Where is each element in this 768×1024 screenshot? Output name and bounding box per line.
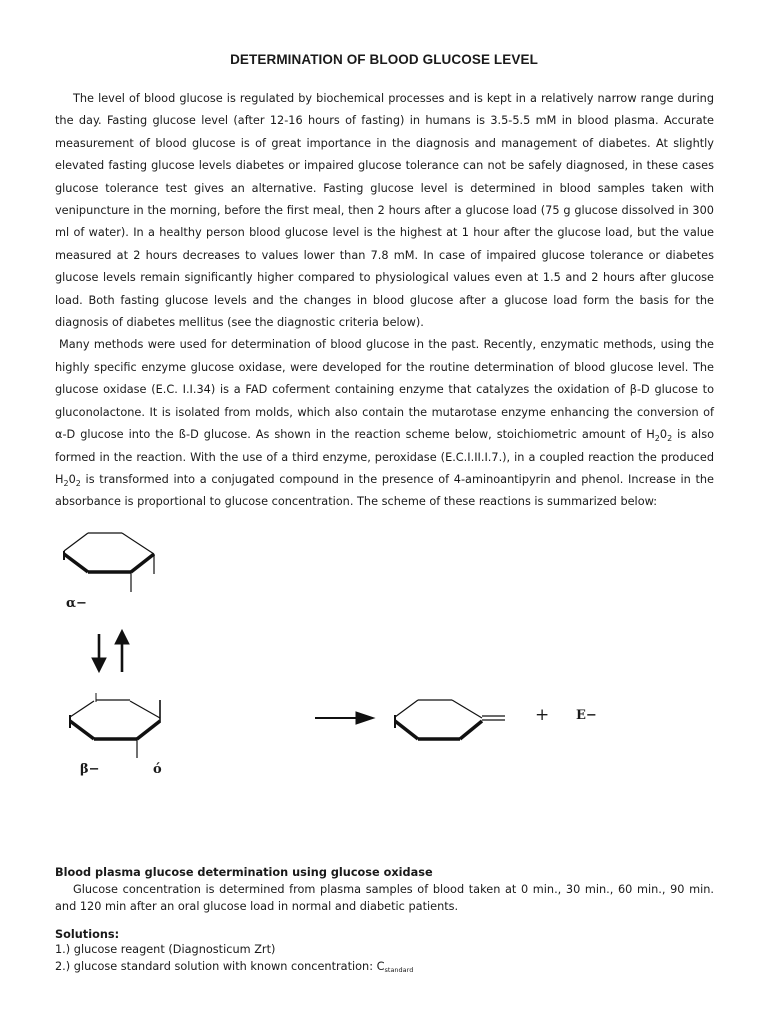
solution-item-1: 1.) glucose reagent (Diagnosticum Zrt) — [55, 943, 276, 956]
document-title: DETERMINATION OF BLOOD GLUCOSE LEVEL — [230, 52, 538, 67]
intro-text — [55, 88, 714, 514]
reaction-scheme-drawing — [0, 500, 768, 830]
h2o2-sub-2b: 2 — [75, 478, 81, 488]
solution-item-2 — [55, 958, 413, 979]
section-heading: Blood plasma glucose determination using glucose oxidase — [55, 866, 433, 879]
methods-text-part1: Many methods were used for determination of blood glucose in the past. Recently, enzymatic methods, using the highly specific enzyme glucose oxidase, were developed for the routine determination of blood glucose level. The glucose oxidase (E.C. I.I.34) is a FAD coferment containing enzyme that catalyzes the oxidation of β-D glucose to gluconolactone. It is isolated from molds, which also contain the mutarotase enzyme enhancing the conversion of α-D glucose into the ß-D glucose. As shown in the reaction scheme below, stoichiometric amount of H — [55, 338, 714, 442]
solution-item-2-subscript: standard — [384, 966, 414, 974]
plus-sign: + — [535, 705, 550, 725]
h2o2-sub-2a: 2 — [63, 478, 69, 488]
solution-item-2-text: 2.) glucose standard solution with known concentration: C — [55, 960, 385, 973]
paragraph-methods — [55, 334, 714, 513]
paragraph-blood-glucose: The level of blood glucose is regulated by biochemical processes and is kept in a relatively narrow range during the day. Fasting glucose level (after 12-16 hours of fasting) in humans is 3.5-5.5 mM in blood plasma. Accurate measurement of blood glucose is of great importance in the diagnosis and management of diabetes. At slightly elevated fasting glucose levels diabetes or impaired glucose tolerance can not be safely diagnosed, in these cases glucose tolerance test gives an alternative. Fasting glucose level is determined in blood samples taken with venipuncture in the morning, before the first meal, then 2 hours after a glucose load (75 g glucose dissolved in 300 ml of water). In a healthy person blood glucose level is the highest at 1 hour after the glucose load, but the value measured at 2 hours decreases to values lower than 7.8 mM. In case of impaired glucose tolerance or diabetes glucose levels remain significantly higher compared to physiological values even at 1.5 and 2 hours after glucose load. Both fasting glucose levels and the changes in blood glucose after a glucose load form the basis for the diagnosis of diabetes mellitus (see the diagnostic criteria below). — [55, 92, 714, 330]
alpha-label: α− — [66, 596, 87, 611]
equilibrium-arrows — [92, 630, 129, 672]
section-text: Glucose concentration is determined from plasma samples of blood taken at 0 min., 30 min., 60 min., 90 min. and 120 min after an oral glucose load in normal and diabetic patients. — [55, 883, 714, 913]
o-accent-label: ó — [153, 762, 162, 777]
enzyme-label: E− — [576, 708, 597, 723]
alpha-glucose-ring — [64, 533, 154, 592]
reaction-arrow — [315, 712, 374, 724]
beta-glucose-ring — [70, 693, 160, 758]
solutions-heading: Solutions: — [55, 928, 120, 941]
beta-label: β− — [80, 762, 100, 777]
h2o2-zero-1: 0 — [659, 428, 668, 442]
h2o2-sub-1b: 2 — [667, 434, 673, 444]
solutions-list — [55, 941, 413, 979]
reaction-scheme — [0, 500, 768, 830]
h2o2-sub-1a: 2 — [654, 434, 660, 444]
gluconolactone-ring — [395, 700, 505, 739]
methods-text-part3: is transformed into a conjugated compound in the presence of 4-aminoantipyrin and phenol. Increase in the absorbance is proportional to glucose concentration. The scheme of these reactions is summarized below: — [55, 472, 714, 509]
methods-text-part2: is also formed in the reaction. With the use of a third enzyme, peroxidase (E.C.I.II.I.7.), in a coupled reaction the produced H — [55, 428, 714, 486]
h2o2-zero-2: 0 — [68, 472, 76, 486]
